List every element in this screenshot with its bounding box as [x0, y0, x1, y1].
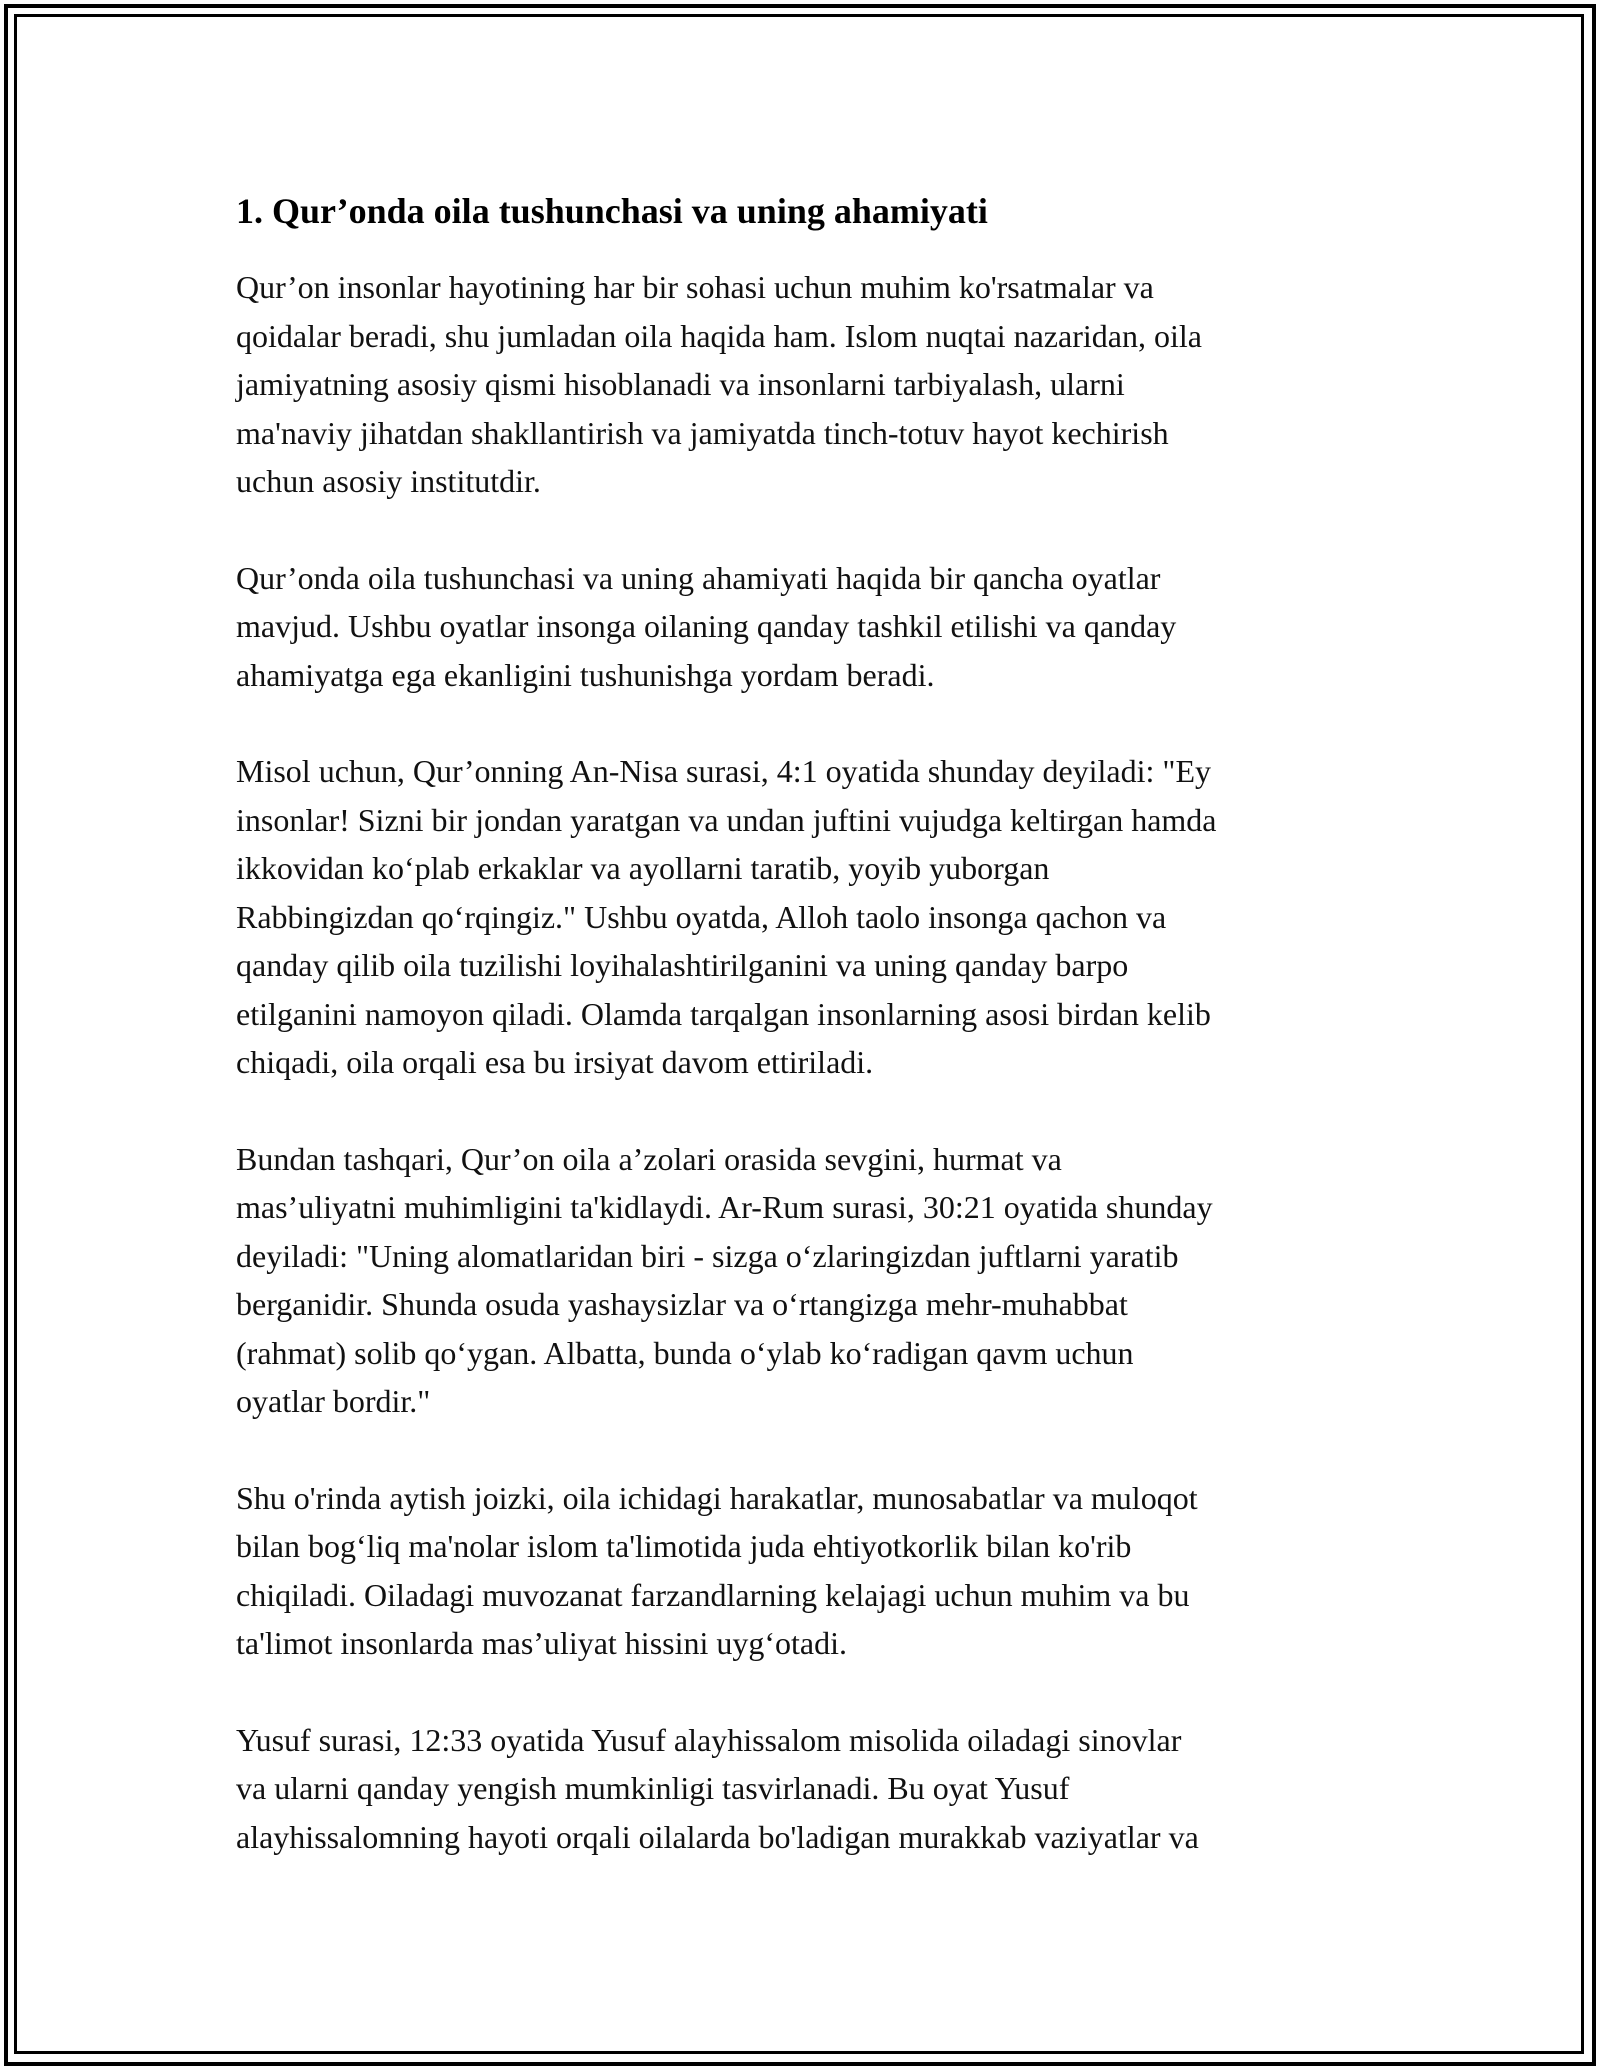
section-heading: 1. Qur’onda oila tushunchasi va uning ahamiyati: [236, 191, 988, 231]
paragraph-ar-rum: Bundan tashqari, Qur’on oila a’zolari orasida sevgini, hurmat va mas’uliyatni muhimligini ta'kidlaydi. Ar-Rum surasi, 30:21 oyatida shunday deyiladi: "Uning alomatlaridan biri - sizga o‘zlaringizdan juftlarni yaratib berganidir. Shunda osuda yashaysizlar va o‘rtangizga mehr-muhabbat (rahmat) solib qo‘ygan. Albatta, bunda o‘ylab ko‘radigan qavm uchun oyatlar bordir.": [236, 1140, 1213, 1419]
document-body: [236, 186, 1376, 1909]
paragraph-intro: Qur’on insonlar hayotining har bir sohasi uchun muhim ko'rsatmalar va qoidalar beradi, shu jumladan oila haqida ham. Islom nuqtai nazaridan, oila jamiyatning asosiy qismi hisoblanadi va insonlarni tarbiyalash, ularni ma'naviy jihatdan shakllantirish va jamiyatda tinch-totuv hayot kechirish uchun asosiy institutdir.: [236, 269, 1202, 499]
paragraph-verses-overview: Qur’onda oila tushunchasi va uning ahamiyati haqida bir qancha oyatlar mavjud. Ushbu oyatlar insonga oilaning qanday tashkil etilishi va qanday ahamiyatga ega ekanligini tushunishga yordam beradi.: [236, 559, 1177, 693]
paragraph-yusuf: Yusuf surasi, 12:33 oyatida Yusuf alayhissalom misolida oiladagi sinovlar va ularni qanday yengish mumkinligi tasvirlanadi. Bu oyat Yusuf alayhissalomning hayoti orqali oilalarda bo'ladigan murakkab vaziyatlar va: [236, 1721, 1199, 1855]
paragraph-family-relations: Shu o'rinda aytish joizki, oila ichidagi harakatlar, munosabatlar va muloqot bilan bog‘liq ma'nolar islom ta'limotida juda ehtiyotkorlik bilan ko'rib chiqiladi. Oiladagi muvozanat farzandlarning kelajagi uchun muhim va bu ta'limot insonlarda mas’uliyat hissini uyg‘otadi.: [236, 1479, 1198, 1661]
paragraph-an-nisa: Misol uchun, Qur’onning An-Nisa surasi, 4:1 oyatida shunday deyiladi: "Ey insonlar! Sizni bir jondan yaratgan va undan juftini vujudga keltirgan hamda ikkovidan ko‘plab erkaklar va ayollarni taratib, yoyib yuborgan Rabbingizdan qo‘rqingiz." Ushbu oyatda, Alloh taolo insonga qachon va qanday qilib oila tuzilishi loyihalashtirilganini va uning qanday barpo etilganini namoyon qiladi. Olamda tarqalgan insonlarning asosi birdan kelib chiqadi, oila orqali esa bu irsiyat davom ettiriladi.: [236, 753, 1217, 1080]
